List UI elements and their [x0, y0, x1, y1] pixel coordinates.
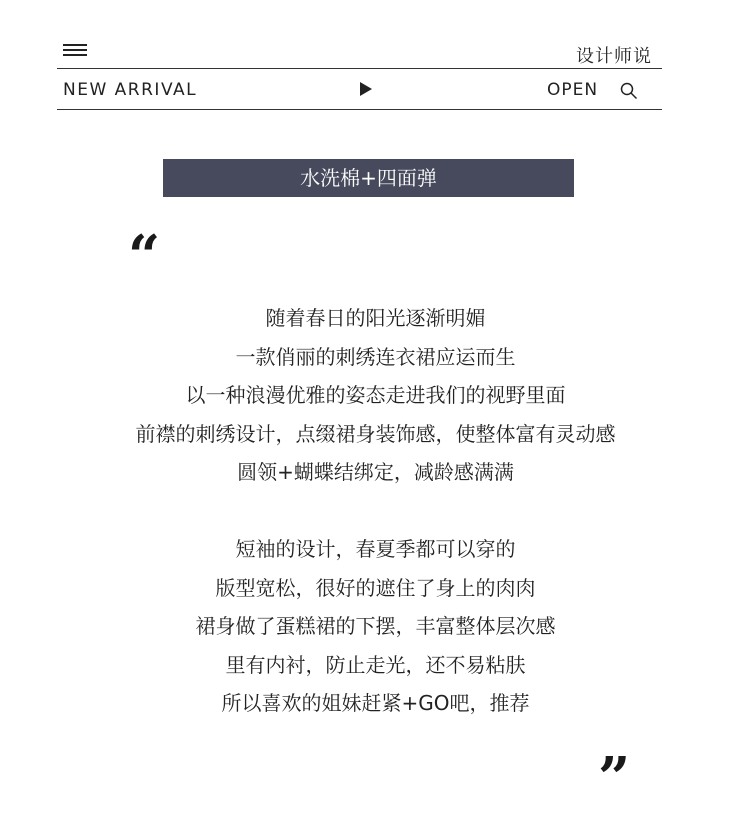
description-line: 所以喜欢的姐妹赶紧+GO吧，推荐	[221, 691, 530, 715]
description-line: 前襟的刺绣设计，点缀裙身装饰感，使整体富有灵动感	[135, 421, 616, 446]
brand-title: 设计师说	[576, 46, 652, 67]
header-nav-bar	[57, 68, 662, 110]
header-top-bar	[57, 34, 662, 69]
hamburger-menu-icon[interactable]	[63, 44, 87, 60]
paragraph-spacer	[0, 492, 736, 531]
description-line: 随着春日的阳光逐渐明媚	[265, 306, 486, 330]
description-line: 短袖的设计，春夏季都可以穿的	[235, 537, 516, 561]
description-line: 裙身做了蛋糕裙的下摆，丰富整体层次感	[195, 614, 556, 638]
play-icon[interactable]	[360, 82, 372, 96]
open-link[interactable]: OPEN	[547, 80, 599, 100]
description-line: 一款俏丽的刺绣连衣裙应运而生	[235, 344, 516, 369]
description-line: 里有内衬，防止走光，还不易粘肤	[225, 652, 526, 677]
close-quote-mark: ”	[598, 745, 631, 811]
description-line: 版型宽松，很好的遮住了身上的肉肉	[215, 575, 536, 600]
description-text	[0, 299, 736, 723]
search-icon[interactable]	[620, 82, 638, 100]
description-line: 圆领+蝴蝶结绑定，减龄感满满	[237, 460, 514, 484]
new-arrival-link[interactable]: NEW ARRIVAL	[63, 80, 198, 100]
description-line: 以一种浪漫优雅的姿态走进我们的视野里面	[185, 383, 566, 407]
open-quote-mark: “	[128, 223, 161, 289]
section-banner: 水洗棉+四面弹	[163, 159, 574, 197]
